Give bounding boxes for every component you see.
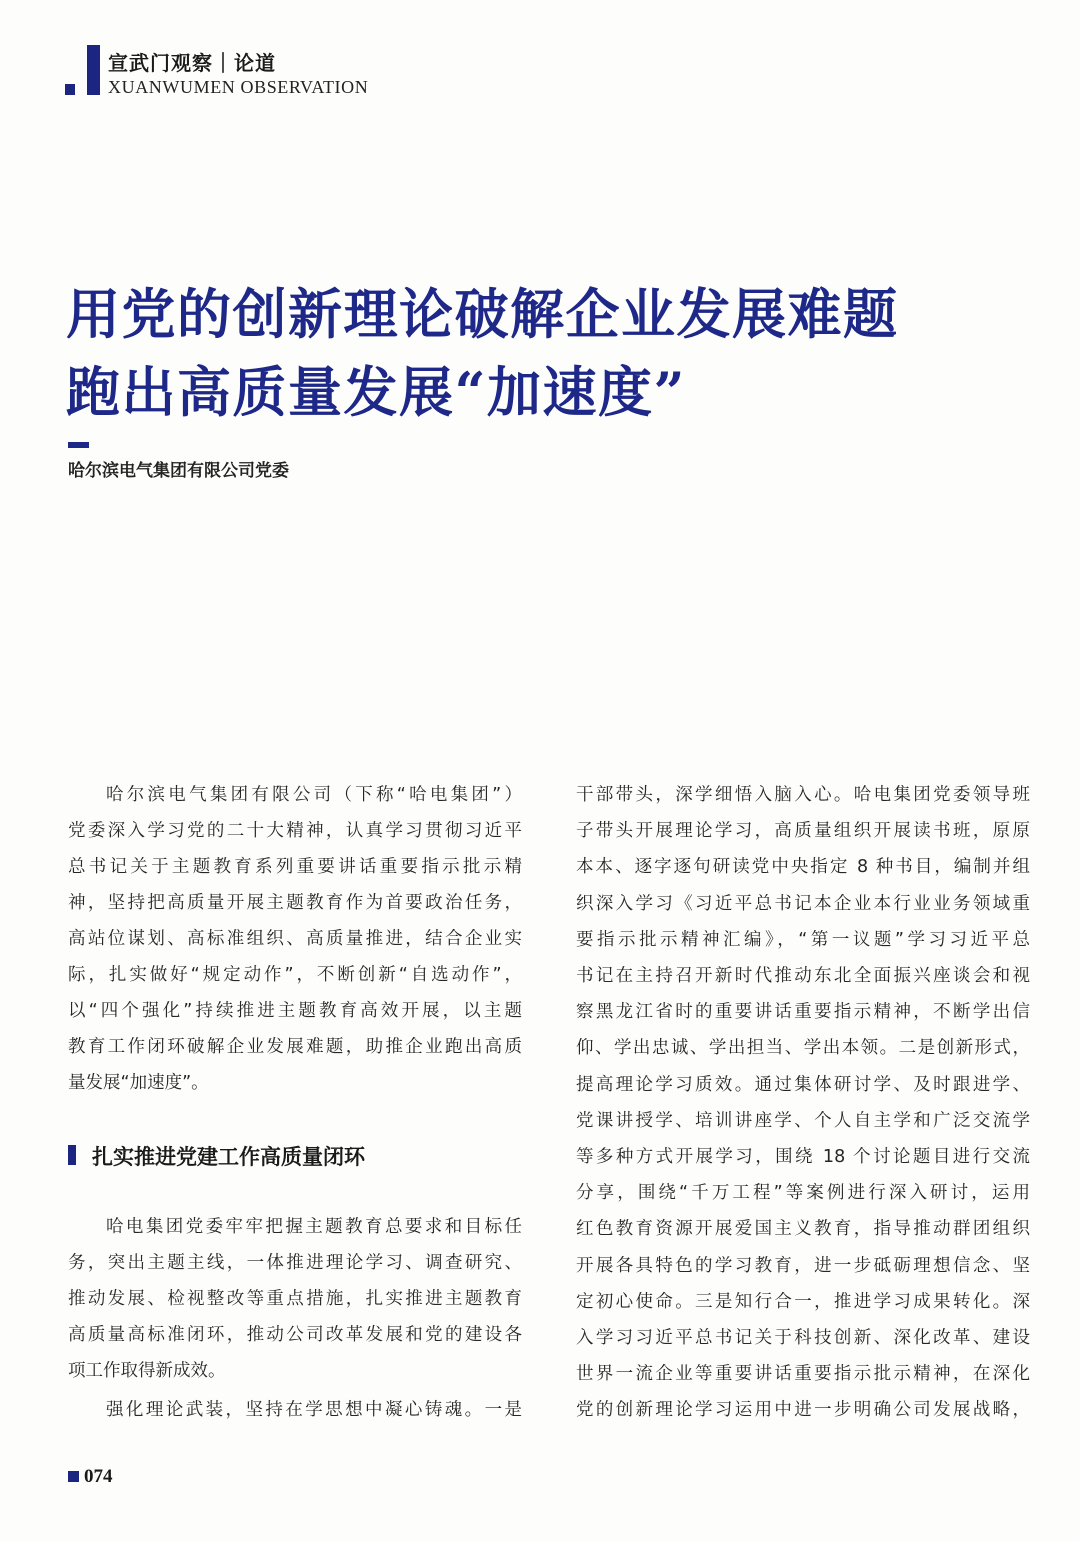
header-logo-bar [87,45,100,95]
body-text-line: 项工作取得新成效。 [68,1361,226,1381]
body-text-line: 察黑龙江省时的重要讲话重要指示精神，不断学出信 [576,1002,1030,1023]
body-text-line: 神，坚持把高质量开展主题教育作为首要政治任务， [68,893,522,913]
column-name: 宣武门观察｜论道 [108,51,276,75]
byline: 哈尔滨电气集团有限公司党委 [68,461,289,481]
section-marker [68,1145,76,1165]
body-text-line: 高质量高标准闭环，推动公司改革发展和党的建设各 [68,1325,522,1345]
article-title-line-2: 跑出高质量发展“加速度” [66,360,687,424]
body-text-line: 推动发展、检视整改等重点措施，扎实推进主题教育 [68,1289,522,1309]
body-text-line: 量发展“加速度”。 [68,1073,209,1093]
body-text-line: 哈电集团党委牢牢把握主题教育总要求和目标任 [106,1217,522,1237]
body-text-line: 党课讲授学、培训讲座学、个人自主学和广泛交流学 [576,1110,1030,1131]
body-text-line: 干部带头，深学细悟入脑入心。哈电集团党委领导班 [576,785,1030,805]
body-text-line: 织深入学习《习近平总书记本企业本行业业务领域重 [576,893,1030,914]
column-name-english: XUANWUMEN OBSERVATION [108,77,369,97]
body-text-line: 本本、逐字逐句研读党中央指定 8 种书目，编制并组 [576,857,1030,878]
body-text-line: 总书记关于主题教育系列重要讲话重要指示批示精 [68,857,522,877]
body-text-line: 入学习习近平总书记关于科技创新、深化改革、建设 [576,1328,1030,1348]
section-heading: 扎实推进党建工作高质量闭环 [92,1144,365,1169]
body-text-line: 仰、学出忠诚、学出担当、学出本领。二是创新形式， [576,1038,1030,1059]
body-text-line: 以“四个强化”持续推进主题教育高效开展，以主题 [68,1001,522,1021]
body-text-line: 提高理论学习质效。通过集体研讨学、及时跟进学、 [576,1074,1030,1095]
page-number: 074 [84,1466,113,1487]
body-text-line: 高站位谋划、高标准组织、高质量推进，结合企业实 [68,929,522,949]
body-text-line: 强化理论武装，坚持在学思想中凝心铸魂。一是 [106,1400,522,1420]
body-text-line: 党的创新理论学习运用中进一步明确公司发展战略， [576,1400,1030,1421]
page-number-marker [68,1471,79,1482]
title-divider [68,442,89,448]
body-text-line: 等多种方式开展学习，围绕 18 个讨论题目进行交流 [576,1147,1030,1167]
body-text-line: 子带头开展理论学习，高质量组织开展读书班，原原 [576,821,1030,842]
body-text-line: 红色教育资源开展爱国主义教育，指导推动群团组织 [576,1219,1030,1240]
body-text-line: 世界一流企业等重要讲话重要指示批示精神，在深化 [576,1364,1030,1385]
body-text-line: 教育工作闭环破解企业发展难题，助推企业跑出高质 [68,1037,522,1057]
body-text-line: 书记在主持召开新时代推动东北全面振兴座谈会和视 [576,966,1030,986]
body-text-line: 哈尔滨电气集团有限公司（下称“哈电集团”） [106,785,522,805]
body-text-line: 定初心使命。三是知行合一，推进学习成果转化。深 [576,1291,1030,1312]
article-title-line-1: 用党的创新理论破解企业发展难题 [66,282,899,346]
body-text-line: 分享，围绕“千万工程”等案例进行深入研讨，运用 [576,1183,1030,1204]
body-text-line: 开展各具特色的学习教育，进一步砥砺理想信念、坚 [576,1255,1030,1276]
body-text-line: 务，突出主题主线，一体推进理论学习、调查研究、 [68,1253,522,1273]
header-logo-square [65,84,75,95]
body-text-line: 际，扎实做好“规定动作”，不断创新“自选动作”， [68,965,522,985]
body-text-line: 党委深入学习党的二十大精神，认真学习贯彻习近平 [68,821,522,841]
body-text-line: 要指示批示精神汇编》，“第一议题”学习习近平总 [576,929,1030,950]
